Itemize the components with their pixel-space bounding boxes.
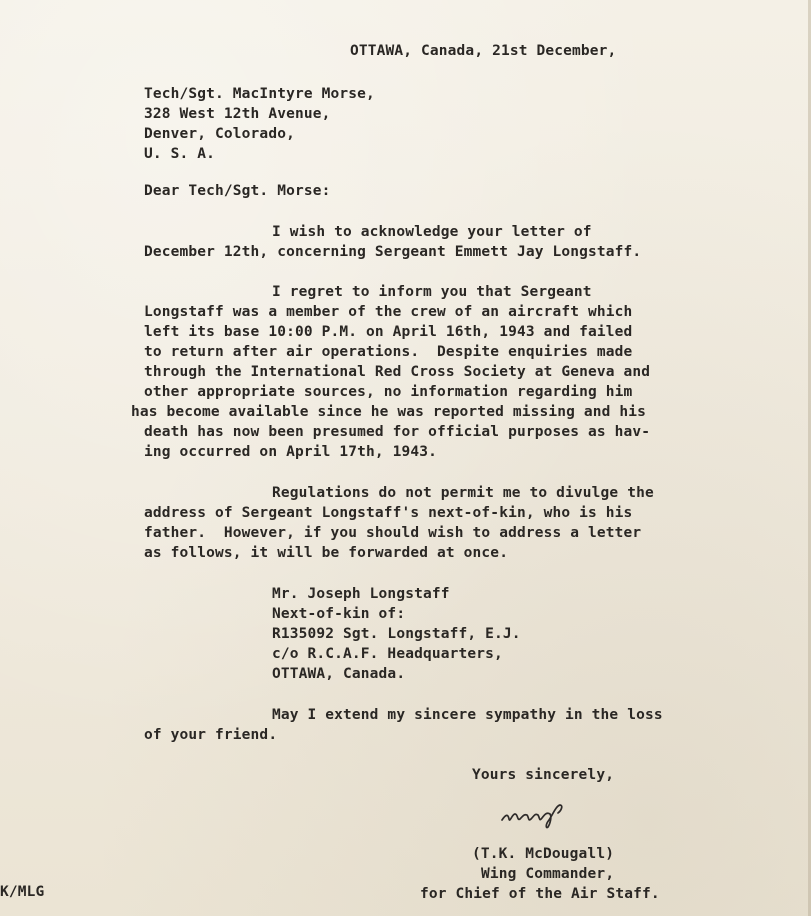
- paragraph-3-line: Regulations do not permit me to divulge the: [272, 485, 654, 501]
- place-date-line: OTTAWA, Canada, 21st December,: [350, 43, 617, 59]
- paragraph-3-line: as follows, it will be forwarded at once.: [144, 545, 509, 561]
- paragraph-1-line: I wish to acknowledge your letter of: [272, 224, 592, 240]
- forwarding-address-line: OTTAWA, Canada.: [272, 666, 406, 682]
- paragraph-2-line: has become available since he was reported missing and his: [131, 404, 647, 420]
- paragraph-2-line: through the International Red Cross Society at Geneva and: [144, 364, 651, 380]
- signatory-title: Wing Commander,: [481, 866, 615, 882]
- signatory-name: (T.K. McDougall): [472, 846, 615, 862]
- handwritten-signature: [500, 800, 580, 830]
- recipient-street: 328 West 12th Avenue,: [144, 106, 331, 122]
- paragraph-1-line: December 12th, concerning Sergeant Emmett Jay Longstaff.: [144, 244, 642, 260]
- paragraph-2-line: ing occurred on April 17th, 1943.: [144, 444, 438, 460]
- forwarding-address-line: Next-of-kin of:: [272, 606, 406, 622]
- paragraph-2-line: Longstaff was a member of the crew of an aircraft which: [144, 304, 633, 320]
- paragraph-2-line: death has now been presumed for official purposes as hav-: [144, 424, 651, 440]
- paragraph-2-line: left its base 10:00 P.M. on April 16th, 1943 and failed: [144, 324, 633, 340]
- paragraph-2-line: I regret to inform you that Sergeant: [272, 284, 592, 300]
- paragraph-2-line: other appropriate sources, no information regarding him: [144, 384, 633, 400]
- paragraph-4-line: May I extend my sincere sympathy in the loss: [272, 707, 663, 723]
- forwarding-address-line: R135092 Sgt. Longstaff, E.J.: [272, 626, 521, 642]
- paragraph-3-line: father. However, if you should wish to address a letter: [144, 525, 642, 541]
- reference-initials: K/MLG: [0, 884, 45, 900]
- salutation: Dear Tech/Sgt. Morse:: [144, 183, 331, 199]
- closing: Yours sincerely,: [472, 767, 615, 783]
- recipient-name: Tech/Sgt. MacIntyre Morse,: [144, 86, 375, 102]
- recipient-country: U. S. A.: [144, 146, 216, 162]
- recipient-city: Denver, Colorado,: [144, 126, 295, 142]
- paragraph-3-line: address of Sergeant Longstaff's next-of-kin, who is his: [144, 505, 633, 521]
- forwarding-address-line: c/o R.C.A.F. Headquarters,: [272, 646, 503, 662]
- paragraph-2-line: to return after air operations. Despite enquiries made: [144, 344, 633, 360]
- paragraph-4-line: of your friend.: [144, 727, 278, 743]
- forwarding-address-line: Mr. Joseph Longstaff: [272, 586, 450, 602]
- signatory-for-line: for Chief of the Air Staff.: [420, 886, 660, 902]
